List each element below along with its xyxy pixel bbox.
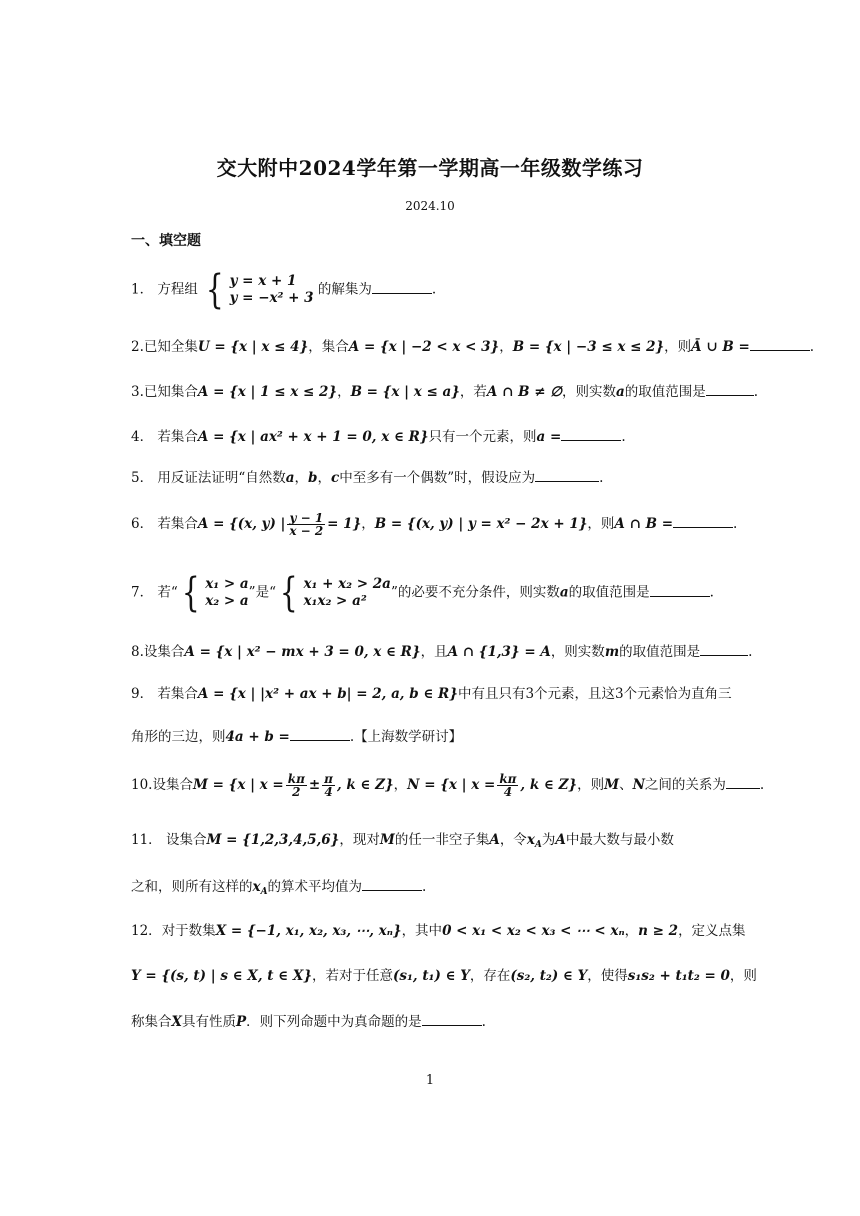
punctuation: ， — [294, 470, 309, 486]
punctuation: . — [753, 384, 759, 400]
question-text: ， — [624, 923, 639, 939]
question-number: 3. — [131, 384, 144, 400]
question-text: 具有性质 — [181, 1014, 236, 1030]
question-text: 之和，则所有这样的 — [131, 879, 253, 895]
math-expression: a = — [536, 429, 562, 445]
fraction-denominator: 4 — [324, 785, 333, 799]
fraction — [497, 773, 518, 798]
math-expression: c — [331, 470, 340, 486]
math-expression: A — [555, 832, 566, 848]
math-expression: A ∩ {1,3} = A — [447, 644, 551, 660]
math-expression: A ∩ B ≠ ∅ — [486, 384, 562, 400]
math-expression: A = {x | x² − mx + 3 = 0, x ∈ R} — [184, 644, 421, 660]
question-2 — [131, 338, 815, 355]
answer-blank[interactable] — [362, 878, 422, 891]
question-text: 设集合 — [165, 832, 207, 848]
question-number: 4． — [131, 429, 154, 445]
question-text: ，则 — [577, 777, 605, 793]
answer-blank[interactable] — [726, 776, 760, 789]
fraction-denominator: 2 — [292, 785, 301, 799]
question-text: ，定义点集 — [678, 923, 746, 939]
section-heading: 一、填空题 — [131, 233, 201, 249]
question-5 — [131, 469, 731, 486]
question-3 — [131, 383, 759, 400]
fraction-numerator: π — [324, 772, 333, 786]
math-expression: N — [632, 777, 645, 793]
question-text: ，且 — [420, 644, 448, 660]
page-title: 交大附中2024学年第一学期高一年级数学练习 — [216, 156, 644, 180]
question-text: ，则 — [729, 968, 757, 984]
question-text: ，使得 — [587, 968, 628, 984]
punctuation: . — [431, 281, 437, 298]
question-text: 若集合 — [157, 686, 198, 702]
question-text: ，若 — [459, 384, 487, 400]
question-text: 之间的关系为 — [644, 777, 726, 793]
question-12-line-3 — [131, 1013, 731, 1030]
math-expression: B = {x | x ≤ a} — [350, 384, 460, 400]
punctuation: . — [733, 516, 738, 532]
answer-blank[interactable] — [372, 281, 432, 294]
equation-line: x₁ + x₂ > 2a — [303, 575, 391, 592]
math-expression: A = {x | 1 ≤ x ≤ 2} — [197, 384, 338, 400]
question-text: 为 — [541, 832, 556, 848]
answer-blank[interactable] — [561, 428, 621, 441]
question-number: 10. — [131, 777, 153, 793]
fraction — [322, 773, 335, 798]
question-text: ， — [499, 339, 513, 355]
question-number: 11． — [131, 832, 162, 848]
math-expression: n ≥ 2 — [638, 923, 679, 939]
equation-line: y = x + 1 — [229, 272, 297, 289]
question-text: ，现对 — [339, 832, 380, 848]
question-text: 、 — [619, 777, 633, 793]
math-expression: = 1} — [327, 516, 362, 532]
fraction-numerator: kπ — [287, 772, 305, 786]
math-expression: B = {(x, y) | y = x² − 2x + 1} — [374, 516, 588, 532]
math-expression: A = {x | −2 < x < 3} — [348, 339, 500, 355]
punctuation: ， — [317, 470, 331, 486]
punctuation: . — [481, 1014, 486, 1030]
answer-blank[interactable] — [650, 584, 710, 597]
math-expression: U = {x | x ≤ 4} — [197, 339, 309, 355]
question-text: ．则下列命题中为真命题的是 — [246, 1014, 422, 1030]
math-expression: M = {1,2,3,4,5,6} — [206, 832, 340, 848]
question-1 — [131, 267, 731, 313]
math-expression: a — [559, 584, 569, 601]
math-expression: , k ∈ Z} — [520, 777, 578, 793]
fraction-denominator: 4 — [503, 785, 513, 799]
equation-line: x₁ > a — [205, 575, 249, 592]
question-text: ，若对于任意 — [312, 968, 394, 984]
equation-line: x₂ > a — [205, 593, 249, 609]
question-4 — [131, 428, 731, 445]
question-text: 方程组 — [157, 281, 198, 298]
answer-blank[interactable] — [750, 338, 810, 351]
question-number: 2. — [131, 339, 144, 355]
math-expression: 0 < x₁ < x₂ < x₃ < ⋯ < xₙ — [442, 923, 625, 939]
answer-blank[interactable] — [700, 643, 748, 656]
math-expression: M = {x | x = — [192, 777, 284, 793]
condition-system-2 — [276, 570, 391, 616]
answer-blank[interactable] — [535, 469, 599, 482]
question-10 — [131, 772, 765, 799]
equation-line: y = −x² + 3 — [229, 290, 314, 306]
question-number: 8. — [131, 644, 144, 660]
question-text: 已知集合 — [143, 384, 198, 400]
question-number: 7． — [131, 584, 154, 601]
fraction — [287, 512, 325, 537]
math-expression: (s₂, t₂) ∈ Y — [510, 968, 588, 984]
question-text: 的取值范围是 — [624, 384, 706, 400]
math-expression: 4a + b = — [225, 729, 290, 745]
math-expression: A — [489, 832, 500, 848]
punctuation: . — [759, 777, 765, 793]
question-text: 称集合 — [131, 1014, 172, 1030]
question-text: 设集合 — [152, 777, 193, 793]
question-text: ， — [393, 777, 408, 793]
math-expression: m — [604, 644, 620, 660]
math-expression: , k ∈ Z} — [336, 777, 394, 793]
math-expression: P — [235, 1014, 247, 1030]
question-text: 中至多有一个偶数”时，假设应为 — [339, 470, 536, 486]
question-12-line-2 — [131, 968, 757, 984]
question-text: 只有一个元素，则 — [428, 429, 537, 445]
left-brace-icon: { — [181, 570, 200, 616]
question-text: 设集合 — [143, 644, 185, 660]
question-text: 的算术平均值为 — [267, 879, 363, 895]
math-expression: X = {−1, x₁, x₂, x₃, ⋯, xₙ} — [215, 923, 402, 939]
question-text: ，则 — [664, 339, 692, 355]
math-expression: X — [171, 1014, 182, 1030]
question-text: 对于数集 — [161, 923, 216, 939]
answer-blank[interactable] — [673, 515, 733, 528]
question-text: 用反证法证明“自然数 — [157, 470, 286, 486]
page-number: 1 — [425, 1073, 435, 1088]
math-expression: B = {x | −3 ≤ x ≤ 2} — [512, 339, 665, 355]
left-brace-icon: { — [206, 267, 224, 313]
question-number: 5． — [131, 470, 154, 486]
punctuation: . — [621, 429, 626, 445]
question-11-line-2 — [131, 878, 731, 897]
fraction-numerator: y − 1 — [289, 511, 324, 525]
question-text: 中最大数与最小数 — [565, 832, 674, 848]
question-text: 若集合 — [157, 516, 198, 532]
math-expression: M — [604, 777, 620, 793]
punctuation: . — [599, 470, 604, 486]
condition-system-1 — [178, 570, 249, 616]
question-text: ， — [361, 516, 375, 532]
question-9-line-2 — [131, 728, 731, 745]
question-text: 的取值范围是 — [619, 644, 701, 660]
question-text: 中有且只有3个元素，且这3个元素恰为直角三 — [457, 686, 732, 702]
question-text: ，则实数 — [562, 384, 616, 400]
question-source: .【上海数学研讨】 — [349, 729, 463, 745]
question-7 — [131, 570, 731, 616]
math-expression: a — [616, 384, 625, 400]
question-text: ，集合 — [308, 339, 349, 355]
question-number: 1． — [131, 281, 154, 298]
question-text: 角形的三边，则 — [131, 729, 226, 745]
question-text: ”是“ — [248, 584, 276, 601]
question-text: 已知全集 — [143, 339, 198, 355]
question-text: 的解集为 — [317, 281, 372, 298]
math-subscript: A — [260, 887, 268, 897]
equation-system — [202, 267, 314, 313]
math-expression: A ∩ B = — [614, 516, 674, 532]
math-expression: s₁s₂ + t₁t₂ = 0 — [627, 968, 730, 984]
answer-blank[interactable] — [422, 1013, 482, 1026]
question-6 — [131, 511, 738, 538]
math-expression: A = {x | |x² + ax + b| = 2, a, b ∈ R} — [197, 686, 458, 702]
question-text: 若集合 — [157, 429, 198, 445]
math-expression: x — [252, 879, 261, 895]
question-text: 的任一非空子集 — [394, 832, 490, 848]
math-expression: A = {x | ax² + x + 1 = 0, x ∈ R} — [197, 429, 429, 445]
answer-blank[interactable] — [706, 383, 754, 396]
question-number: 9． — [131, 686, 154, 702]
question-text: ，其中 — [401, 923, 443, 939]
question-text: ， — [337, 384, 351, 400]
question-text: ，令 — [499, 832, 527, 848]
left-brace-icon: { — [279, 570, 298, 616]
math-operator: ± — [308, 777, 321, 793]
question-text: 的取值范围是 — [568, 584, 650, 601]
math-expression: Y = {(s, t) | s ∈ X, t ∈ X} — [131, 968, 313, 984]
math-expression: A = {(x, y) | — [197, 516, 286, 532]
question-number: 6． — [131, 516, 154, 532]
math-subscript: A — [534, 840, 542, 850]
question-text: ”的必要不充分条件，则实数 — [390, 584, 560, 601]
math-expression: Ā ∪ B = — [691, 339, 750, 355]
question-number: 12． — [131, 923, 162, 939]
question-12 — [131, 923, 746, 939]
math-expression: (s₁, t₁) ∈ Y — [393, 968, 470, 984]
math-expression: x — [526, 832, 535, 848]
question-9 — [131, 688, 731, 702]
exam-date: 2024.10 — [405, 199, 455, 213]
question-text: ，存在 — [469, 968, 511, 984]
punctuation: . — [748, 644, 753, 660]
fraction — [286, 773, 307, 798]
question-11 — [131, 834, 731, 850]
punctuation: . — [709, 584, 714, 601]
punctuation: . — [809, 339, 815, 355]
fraction-denominator: x − 2 — [289, 524, 324, 538]
math-expression: N = {x | x = — [407, 777, 496, 793]
answer-blank[interactable] — [290, 728, 350, 741]
fraction-numerator: kπ — [499, 772, 517, 786]
question-text: ，则实数 — [550, 644, 605, 660]
math-expression: M — [379, 832, 395, 848]
question-8 — [131, 643, 753, 660]
punctuation: . — [422, 879, 427, 895]
equation-line: x₁x₂ > a² — [303, 593, 367, 609]
math-expression: a — [285, 470, 295, 486]
math-expression: b — [308, 470, 318, 486]
question-text: 若“ — [157, 584, 178, 601]
question-text: ，则 — [587, 516, 615, 532]
